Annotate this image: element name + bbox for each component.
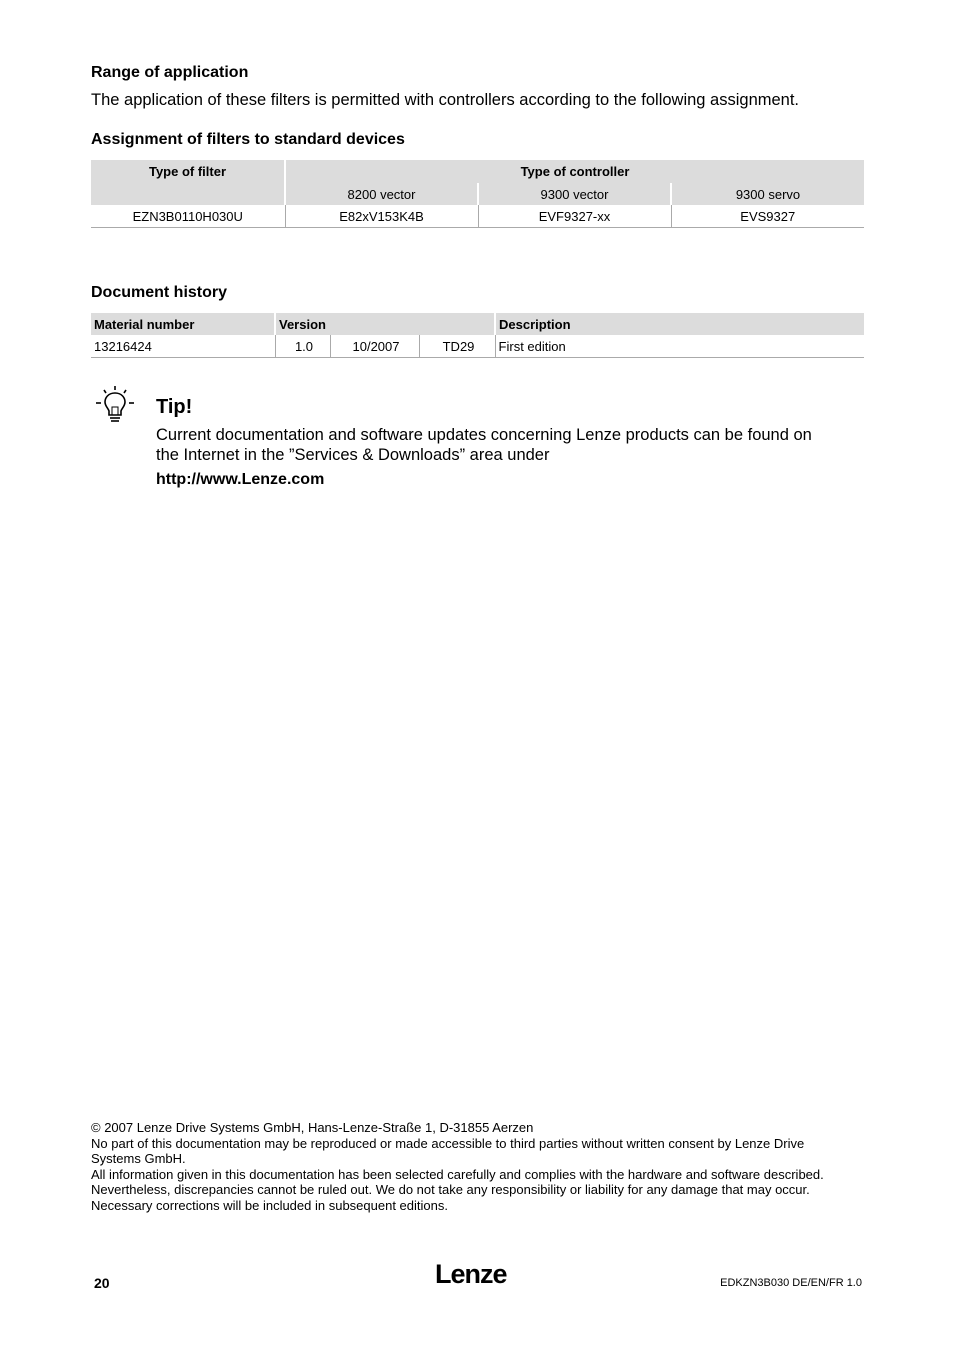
- history-table: [91, 313, 864, 358]
- assignment-heading: Assignment of filters to standard devices: [91, 131, 405, 148]
- lenze-logo: Lenze: [435, 1259, 507, 1289]
- history-heading: Document history: [91, 284, 228, 301]
- cell-description: First edition: [495, 335, 864, 358]
- legal-line: Nevertheless, discrepancies cannot be ruled out. We do not take any responsibility or liability for any damage that may occur.: [91, 1182, 810, 1197]
- col-description: Description: [495, 313, 864, 335]
- range-text: The application of these filters is permitted with controllers according to the following assignment.: [91, 91, 800, 109]
- subcol-8200-vector: 8200 vector: [285, 183, 478, 205]
- legal-line: Necessary corrections will be included in subsequent editions.: [91, 1197, 448, 1213]
- tip-title: Tip!: [156, 396, 193, 418]
- col-material-number: Material number: [91, 313, 275, 335]
- cell-date: 10/2007: [330, 335, 419, 358]
- doc-code: EDKZN3B030 DE/EN/FR 1.0: [720, 1277, 862, 1289]
- assignment-table: [91, 160, 864, 228]
- cell-filter: EZN3B0110H030U: [91, 205, 285, 228]
- col-version: Version: [275, 313, 495, 335]
- legal-notice: [91, 1120, 824, 1213]
- range-heading: Range of application: [91, 64, 249, 81]
- subcol-9300-servo: 9300 servo: [671, 183, 864, 205]
- cell-9300-servo: EVS9327: [671, 205, 864, 228]
- tip-text-line2: the Internet in the ”Services & Downloads” area under: [156, 446, 550, 464]
- tip-url-link[interactable]: http://www.Lenze.com: [156, 471, 325, 488]
- cell-8200: E82xV153K4B: [285, 205, 478, 228]
- cell-version: 1.0: [275, 335, 330, 358]
- subcol-9300-vector: 9300 vector: [478, 183, 671, 205]
- cell-material-number: 13216424: [91, 335, 275, 358]
- legal-line: No part of this documentation may be reproduced or made accessible to third parties without written consent by Lenze Drive: [91, 1135, 805, 1151]
- table-row: [91, 335, 864, 358]
- cell-code: TD29: [419, 335, 495, 358]
- legal-line: Systems GmbH.: [91, 1151, 186, 1166]
- lightbulb-icon: [95, 385, 135, 425]
- table-row: [91, 205, 864, 228]
- col-type-of-controller: Type of controller: [285, 160, 864, 183]
- legal-line: All information given in this documentation has been selected carefully and complies with the hardware and software described.: [91, 1166, 824, 1182]
- page-number: 20: [94, 1275, 110, 1291]
- legal-line: © 2007 Lenze Drive Systems GmbH, Hans-Lenze-Straße 1, D-31855 Aerzen: [91, 1120, 534, 1135]
- tip-text-line1: Current documentation and software updates concerning Lenze products can be found on: [156, 426, 812, 444]
- cell-9300-vector: EVF9327-xx: [478, 205, 671, 228]
- col-type-of-filter: Type of filter: [91, 160, 285, 205]
